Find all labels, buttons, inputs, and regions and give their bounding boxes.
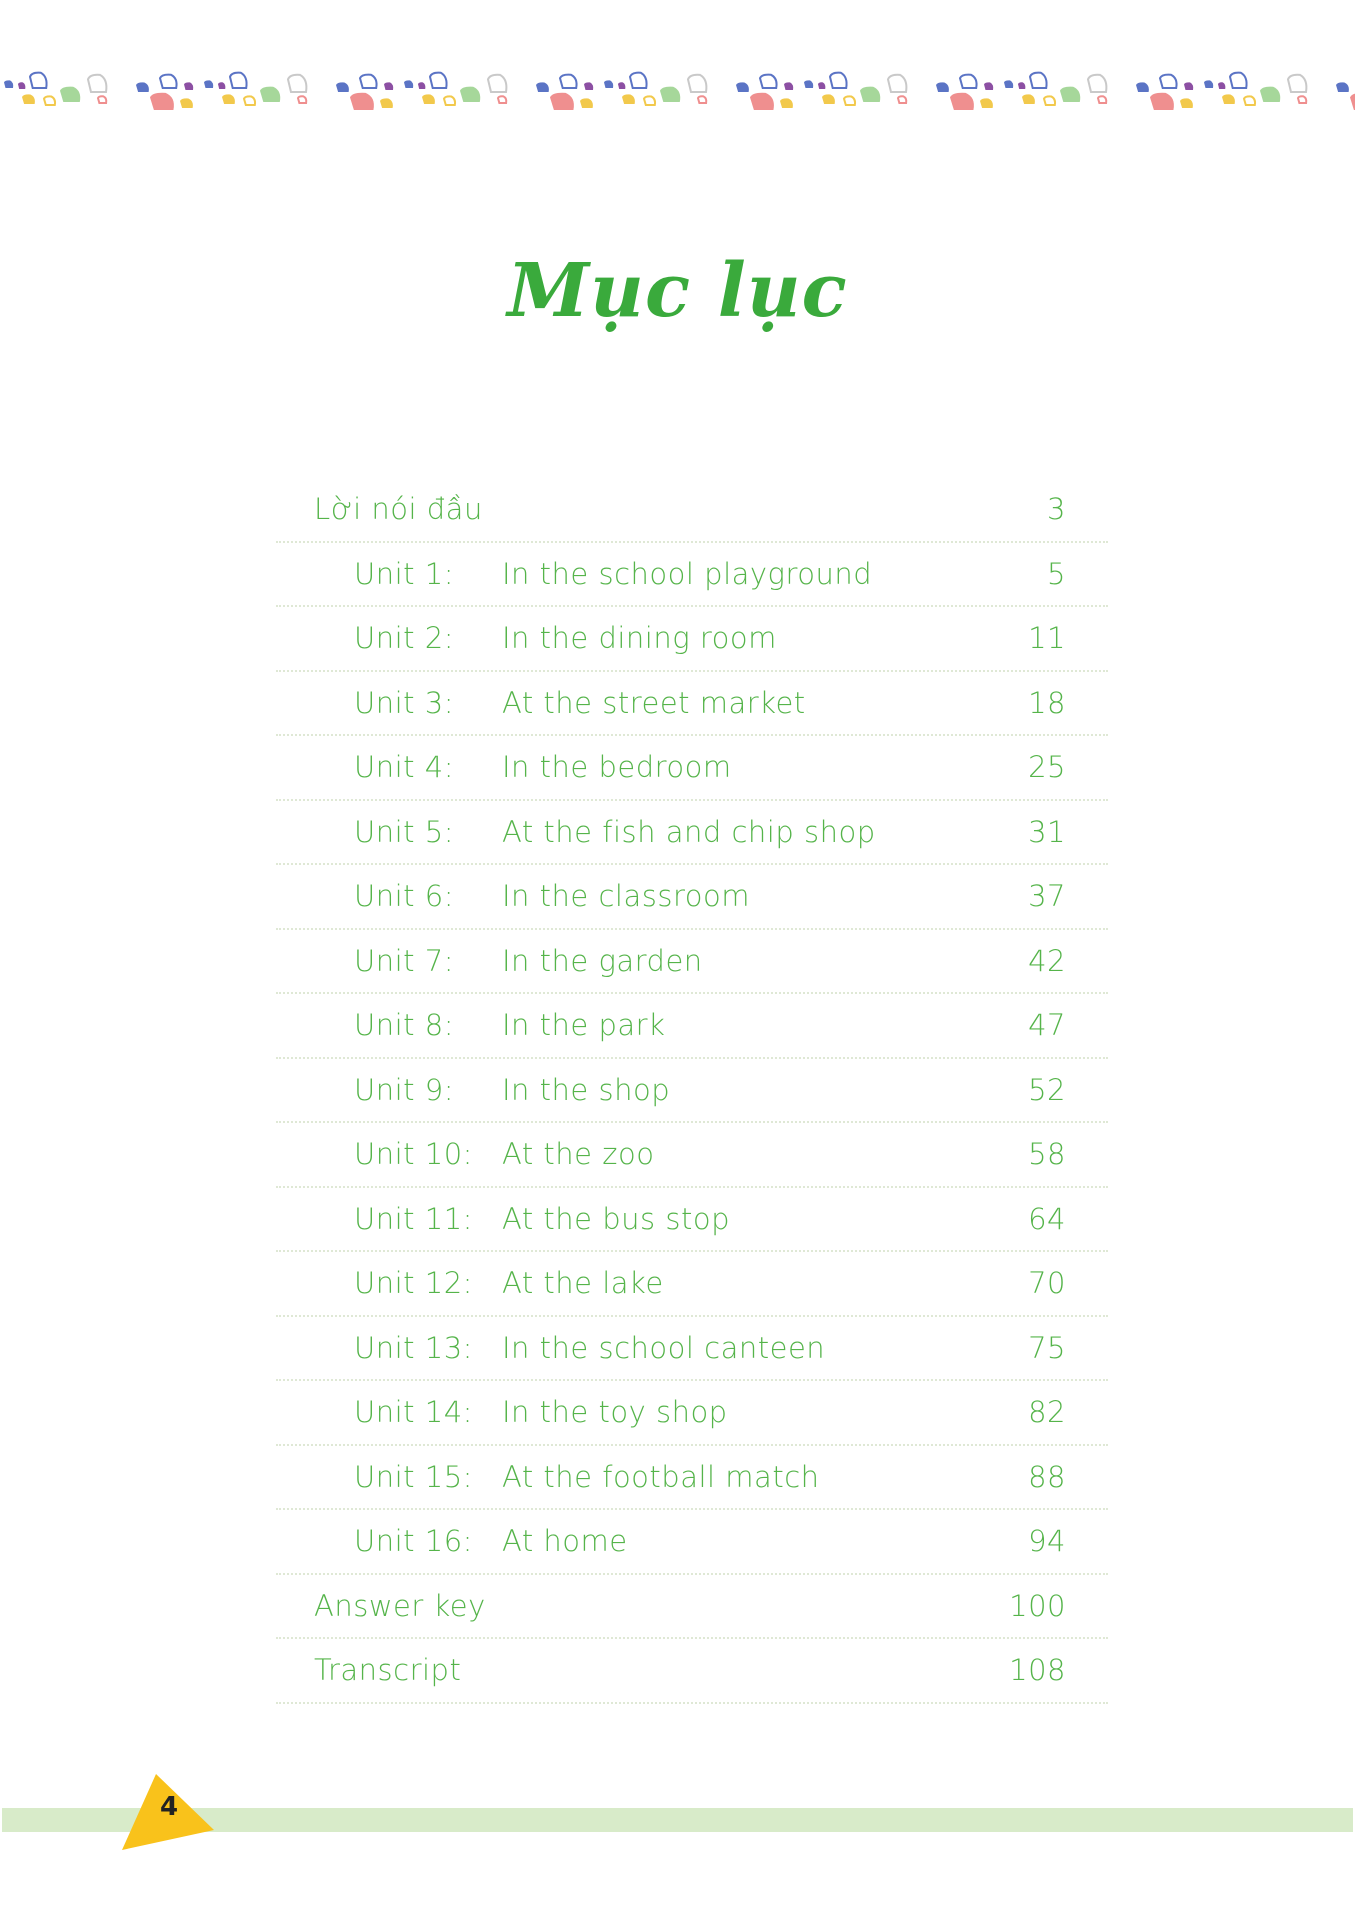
toc-unit-label: Unit 4: bbox=[354, 750, 454, 784]
pebble-shape bbox=[780, 98, 793, 108]
pebble-shape bbox=[898, 96, 906, 103]
pebble-shape bbox=[580, 98, 593, 108]
pebble-shape bbox=[660, 87, 680, 102]
pebble-shape bbox=[444, 96, 455, 105]
pebble-shape bbox=[1288, 75, 1306, 92]
toc-unit-page: 37 bbox=[1028, 879, 1066, 913]
pebble-shape bbox=[604, 80, 613, 88]
pebble-shape bbox=[1060, 87, 1080, 102]
pebble-shape bbox=[380, 98, 393, 108]
toc-unit-label: Unit 15: bbox=[354, 1459, 473, 1494]
pebble-shape bbox=[644, 96, 655, 105]
toc-unit-title: At the football match bbox=[502, 1459, 820, 1494]
toc-unit-page: 47 bbox=[1028, 1008, 1066, 1042]
pebble-shape bbox=[1350, 93, 1355, 110]
toc-row-intro[interactable] bbox=[276, 478, 1108, 543]
pebble-shape bbox=[4, 80, 13, 88]
pebble-shape bbox=[60, 87, 80, 102]
pebble-shape bbox=[1336, 82, 1349, 92]
pebble-shape bbox=[950, 93, 974, 110]
pebble-shape bbox=[180, 98, 193, 108]
toc-answer-key-page: 100 bbox=[1009, 1588, 1066, 1623]
pebble-shape bbox=[980, 98, 993, 108]
toc-unit-title: In the toy shop bbox=[502, 1395, 728, 1429]
toc-row-unit[interactable] bbox=[276, 672, 1108, 737]
pebble-shape bbox=[1004, 80, 1013, 88]
toc-unit-title: In the bedroom bbox=[502, 750, 732, 784]
pebble-shape bbox=[222, 94, 235, 104]
pebble-shape bbox=[698, 96, 706, 103]
pebble-shape bbox=[736, 82, 749, 92]
pebble-shape bbox=[960, 75, 977, 88]
toc-unit-label: Unit 12: bbox=[354, 1266, 473, 1300]
toc-unit-title: In the school playground bbox=[502, 556, 873, 591]
pebble-shape bbox=[136, 82, 149, 92]
toc-unit-title: At the zoo bbox=[502, 1137, 655, 1171]
toc-unit-page: 58 bbox=[1028, 1137, 1066, 1171]
pebble-shape bbox=[1180, 98, 1193, 108]
pebble-shape bbox=[488, 75, 506, 92]
pebble-shape bbox=[418, 82, 425, 89]
toc-unit-title: At the lake bbox=[502, 1266, 664, 1300]
pebble-shape bbox=[22, 94, 35, 104]
pebble-shape bbox=[1044, 96, 1055, 105]
toc-unit-title: In the garden bbox=[502, 943, 703, 978]
pebble-shape bbox=[584, 82, 593, 90]
pebble-shape bbox=[230, 73, 247, 88]
toc-unit-page: 52 bbox=[1028, 1072, 1066, 1107]
toc-row-unit[interactable] bbox=[276, 865, 1108, 930]
pebble-shape bbox=[1098, 96, 1106, 103]
toc-unit-label: Unit 16: bbox=[354, 1524, 473, 1558]
pebble-shape bbox=[984, 82, 993, 90]
toc-row-unit[interactable] bbox=[276, 930, 1108, 995]
toc-unit-page: 25 bbox=[1028, 750, 1066, 784]
pebble-shape bbox=[1150, 93, 1174, 110]
toc-row-unit[interactable] bbox=[276, 1381, 1108, 1446]
pebble-shape bbox=[150, 93, 174, 110]
pebble-shape bbox=[360, 75, 377, 88]
toc-unit-title: In the shop bbox=[502, 1072, 671, 1107]
toc-unit-label: Unit 11: bbox=[354, 1201, 473, 1236]
pebble-shape bbox=[818, 82, 825, 89]
pebble-shape bbox=[804, 80, 813, 88]
pebble-shape bbox=[560, 75, 577, 88]
toc-row-unit[interactable] bbox=[276, 607, 1108, 672]
toc-unit-title: At home bbox=[502, 1524, 628, 1558]
toc-unit-label: Unit 9: bbox=[354, 1072, 454, 1107]
pebble-shape bbox=[888, 75, 906, 92]
pebble-shape bbox=[218, 82, 225, 89]
toc-row-answer-key[interactable] bbox=[276, 1575, 1108, 1640]
pebble-shape bbox=[98, 96, 106, 103]
pebble-shape bbox=[536, 82, 549, 92]
pebble-shape bbox=[184, 82, 193, 90]
pebble-shape bbox=[160, 75, 177, 88]
pebble-shape bbox=[460, 87, 480, 102]
pebble-shape bbox=[288, 75, 306, 92]
pebble-shape bbox=[1184, 82, 1193, 90]
pebble-shape bbox=[688, 75, 706, 92]
toc-unit-page: 75 bbox=[1028, 1330, 1066, 1365]
toc-unit-page: 82 bbox=[1028, 1395, 1066, 1429]
toc-intro-label: Lời nói đầu bbox=[314, 492, 483, 526]
pebble-shape bbox=[1218, 82, 1225, 89]
pebble-shape bbox=[430, 73, 447, 88]
toc-unit-page: 70 bbox=[1028, 1266, 1066, 1300]
toc-unit-label: Unit 5: bbox=[354, 814, 454, 849]
pebble-shape bbox=[860, 87, 880, 102]
toc-row-unit[interactable] bbox=[276, 994, 1108, 1059]
toc-unit-title: In the park bbox=[502, 1008, 666, 1042]
pebble-shape bbox=[822, 94, 835, 104]
pebble-shape bbox=[1298, 96, 1306, 103]
toc-unit-label: Unit 2: bbox=[354, 621, 454, 655]
pebble-shape bbox=[260, 87, 280, 102]
toc-transcript-page: 108 bbox=[1009, 1653, 1066, 1687]
toc-unit-title: In the school canteen bbox=[502, 1330, 826, 1365]
toc-unit-label: Unit 14: bbox=[354, 1395, 473, 1429]
pebble-shape bbox=[1136, 82, 1149, 92]
pebble-shape bbox=[622, 94, 635, 104]
toc-row-unit[interactable] bbox=[276, 736, 1108, 801]
toc-unit-label: Unit 6: bbox=[354, 879, 454, 913]
pebble-shape bbox=[244, 96, 255, 105]
toc-unit-page: 88 bbox=[1028, 1459, 1066, 1494]
toc-unit-title: In the dining room bbox=[502, 621, 777, 655]
pebble-shape bbox=[1204, 80, 1213, 88]
toc-unit-label: Unit 7: bbox=[354, 943, 454, 978]
pebble-shape bbox=[44, 96, 55, 105]
toc-unit-title: At the fish and chip shop bbox=[502, 814, 876, 849]
toc-row-unit[interactable] bbox=[276, 1123, 1108, 1188]
pebble-shape bbox=[1018, 82, 1025, 89]
toc-row-transcript[interactable] bbox=[276, 1639, 1108, 1704]
pebble-shape bbox=[30, 73, 47, 88]
pebble-shape bbox=[830, 73, 847, 88]
pebble-shape bbox=[404, 80, 413, 88]
toc-unit-page: 31 bbox=[1028, 814, 1066, 849]
page-title: Mục lục bbox=[507, 248, 848, 334]
toc-row-unit[interactable] bbox=[276, 1188, 1108, 1253]
pebble-shape bbox=[784, 82, 793, 90]
pebble-shape bbox=[1022, 94, 1035, 104]
pebble-shape bbox=[750, 93, 774, 110]
toc-unit-page: 5 bbox=[1047, 556, 1066, 591]
toc-unit-label: Unit 10: bbox=[354, 1137, 473, 1171]
pebble-shape bbox=[630, 73, 647, 88]
toc-unit-label: Unit 13: bbox=[354, 1330, 473, 1365]
toc-intro-page: 3 bbox=[1047, 492, 1066, 526]
pebble-shape bbox=[1244, 96, 1255, 105]
pebble-shape bbox=[1222, 94, 1235, 104]
toc-unit-title: In the classroom bbox=[502, 879, 750, 913]
page-number: 4 bbox=[159, 1792, 179, 1822]
pebble-shape bbox=[1160, 75, 1177, 88]
pebble-shape bbox=[1088, 75, 1106, 92]
toc-unit-page: 42 bbox=[1028, 943, 1066, 978]
toc-row-unit[interactable] bbox=[276, 1252, 1108, 1317]
toc-row-unit[interactable] bbox=[276, 1317, 1108, 1382]
pebble-shape bbox=[1030, 73, 1047, 88]
toc-unit-page: 94 bbox=[1028, 1524, 1066, 1558]
table-of-contents bbox=[276, 478, 1108, 1704]
toc-unit-page: 18 bbox=[1028, 685, 1066, 720]
pebble-shape bbox=[1230, 73, 1247, 88]
pebble-shape bbox=[18, 82, 25, 89]
pebble-shape bbox=[844, 96, 855, 105]
toc-row-unit[interactable] bbox=[276, 1446, 1108, 1511]
toc-unit-title: At the street market bbox=[502, 685, 806, 720]
toc-row-unit[interactable] bbox=[276, 543, 1108, 608]
toc-row-unit[interactable] bbox=[276, 1510, 1108, 1575]
pebble-shape bbox=[298, 96, 306, 103]
toc-unit-label: Unit 3: bbox=[354, 685, 454, 720]
pebble-shape bbox=[204, 80, 213, 88]
pebble-shape bbox=[350, 93, 374, 110]
toc-unit-title: At the bus stop bbox=[502, 1201, 730, 1236]
pebble-shape bbox=[384, 82, 393, 90]
pebble-shape bbox=[336, 82, 349, 92]
toc-row-unit[interactable] bbox=[276, 1059, 1108, 1124]
pebble-shape bbox=[550, 93, 574, 110]
pebble-shape bbox=[88, 75, 106, 92]
pebble-shape bbox=[760, 75, 777, 88]
toc-answer-key-label: Answer key bbox=[314, 1588, 486, 1623]
pebble-shape bbox=[936, 82, 949, 92]
pebble-shape bbox=[618, 82, 625, 89]
decorative-pebble-border bbox=[0, 52, 1355, 124]
toc-unit-label: Unit 8: bbox=[354, 1008, 454, 1042]
pebble-shape bbox=[1260, 87, 1280, 102]
toc-unit-page: 64 bbox=[1028, 1201, 1066, 1236]
toc-transcript-label: Transcript bbox=[314, 1653, 462, 1687]
toc-row-unit[interactable] bbox=[276, 801, 1108, 866]
pebble-shape bbox=[422, 94, 435, 104]
toc-unit-label: Unit 1: bbox=[354, 556, 454, 591]
toc-unit-page: 11 bbox=[1028, 621, 1066, 655]
page-number-badge bbox=[122, 1772, 216, 1852]
pebble-shape bbox=[498, 96, 506, 103]
